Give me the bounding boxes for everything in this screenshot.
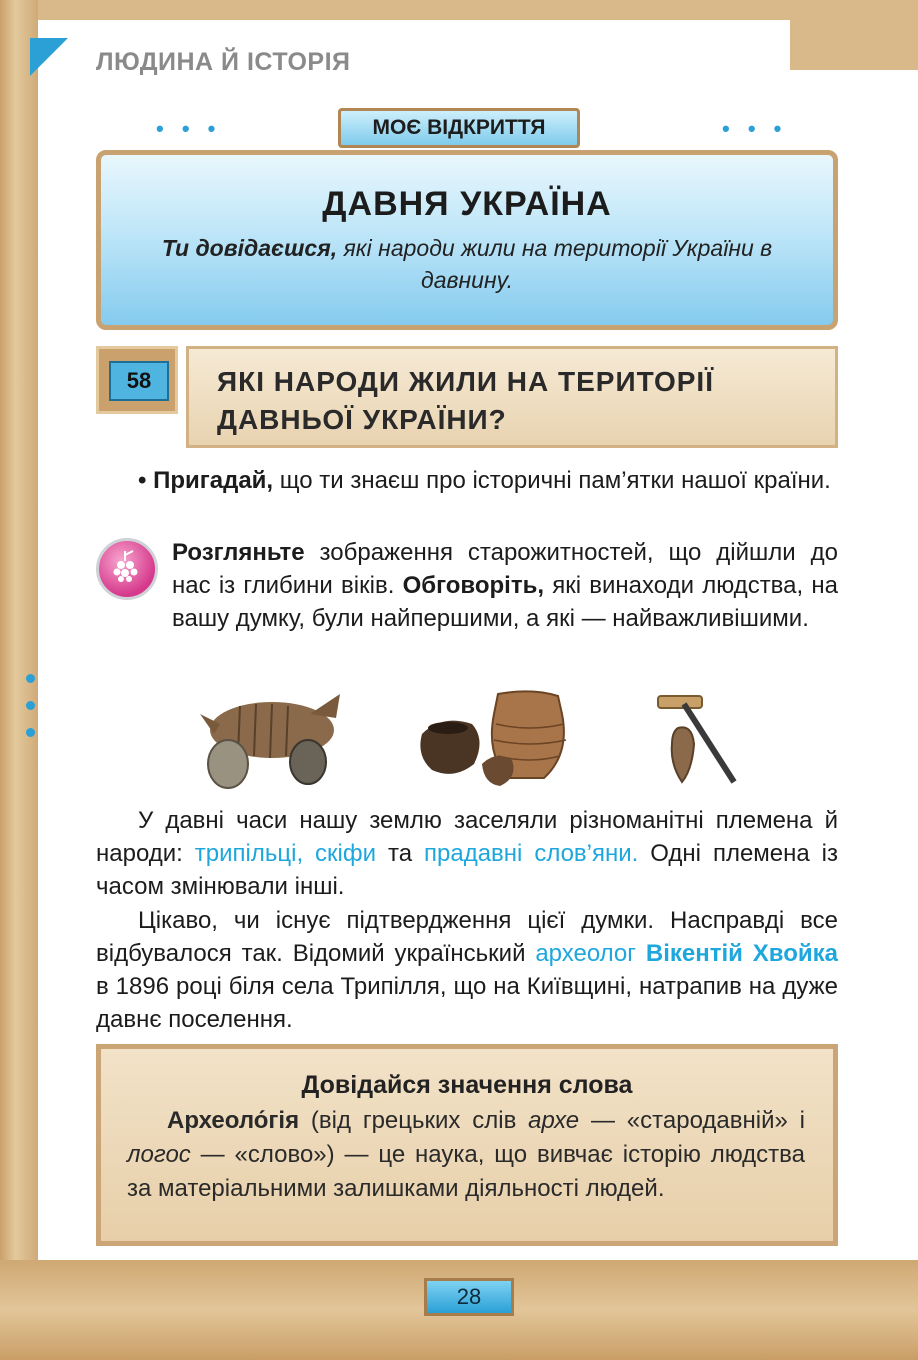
glossary-word-arkhe: архе <box>528 1107 580 1134</box>
glossary-box <box>96 1044 838 1246</box>
lesson-question: ЯКІ НАРОДИ ЖИЛИ НА ТЕРИТОРІЇ ДАВНЬОЇ УКРАЇНИ? <box>217 366 714 435</box>
side-dots-decoration <box>26 674 35 755</box>
recall-bullet: • <box>138 467 147 494</box>
clay-toy-image <box>190 684 350 794</box>
running-head: ЛЮДИНА Й ІСТОРІЯ <box>96 48 351 76</box>
lesson-question-box <box>186 346 838 448</box>
p2-text-a: Цікаво, чи існує підтвердження цієї думки. Насправді все відбувалося так. Відомий український <box>96 907 838 967</box>
viburnum-icon <box>96 538 158 600</box>
lesson-number: 58 <box>109 361 169 401</box>
glossary-text <box>127 1104 805 1206</box>
body-paragraph-2 <box>96 904 838 1036</box>
activity-bold-1: Розгляньте <box>172 539 305 566</box>
glossary-t3: — «слово») — це наука, що вивчає історію людства за матеріальними залишками діяльності людей. <box>127 1141 805 1202</box>
dots-right-decoration: • • • <box>722 116 788 141</box>
glossary-title: Довідайся значення слова <box>301 1071 633 1099</box>
name-khvoika: Вікентій Хвойка <box>645 940 838 967</box>
recall-paragraph <box>96 464 838 497</box>
activity-text-2: які винаходи людства, на вашу думку, були найпершими, а які — найважливішими. <box>172 572 838 632</box>
recall-text: що ти знаєш про історичні пам’ятки нашої країни. <box>273 467 831 494</box>
activity-bold-2: Обговоріть, <box>402 572 545 599</box>
page-number: 28 <box>424 1278 514 1316</box>
glossary-t1: (від грецьких слів <box>299 1107 529 1134</box>
intro-lead <box>141 232 793 296</box>
glossary-word-logos: логос <box>127 1141 191 1168</box>
body-paragraph-1 <box>96 804 838 903</box>
glossary-t2: — «стародавній» і <box>579 1107 805 1134</box>
term-archaeologist: археолог <box>535 940 637 967</box>
pottery-image <box>412 684 570 794</box>
p1-text-b: та <box>376 840 424 867</box>
p1-text-c: Одні племена із часом змінювали інші. <box>96 840 839 900</box>
intro-title: ДАВНЯ УКРАЇНА <box>322 185 612 223</box>
page-frame-top-right <box>790 0 918 70</box>
intro-box <box>96 150 838 330</box>
activity-paragraph <box>172 536 838 635</box>
term-tripillians-scythians: трипільці, скіфи <box>194 840 377 867</box>
dots-left-decoration: • • • <box>156 116 222 141</box>
p1-text-a: У давні часи нашу землю заселяли різноманітні племена й народи: <box>96 807 838 867</box>
intro-lead-text: які народи жили на території України в давнину. <box>337 235 773 293</box>
term-ancient-slavs: прадавні слов’яни. <box>424 840 639 867</box>
corner-triangle-icon <box>30 38 68 76</box>
p2-text-b: в 1896 році біля села Трипілля, що на Київщині, натрапив на дуже давнє поселення. <box>96 973 838 1033</box>
p2-space <box>636 940 646 967</box>
stone-hammer-image <box>652 684 752 794</box>
glossary-term: Археоло́гія <box>167 1107 300 1134</box>
intro-lead-bold: Ти довідаєшся, <box>161 235 338 261</box>
recall-bold: Пригадай, <box>153 467 274 494</box>
discovery-tab: МОЄ ВІДКРИТТЯ <box>338 108 580 148</box>
activity-text-1: зображення старожитностей, що дійшли до нас із глибини віків. <box>172 539 838 599</box>
lesson-number-box <box>96 346 178 414</box>
